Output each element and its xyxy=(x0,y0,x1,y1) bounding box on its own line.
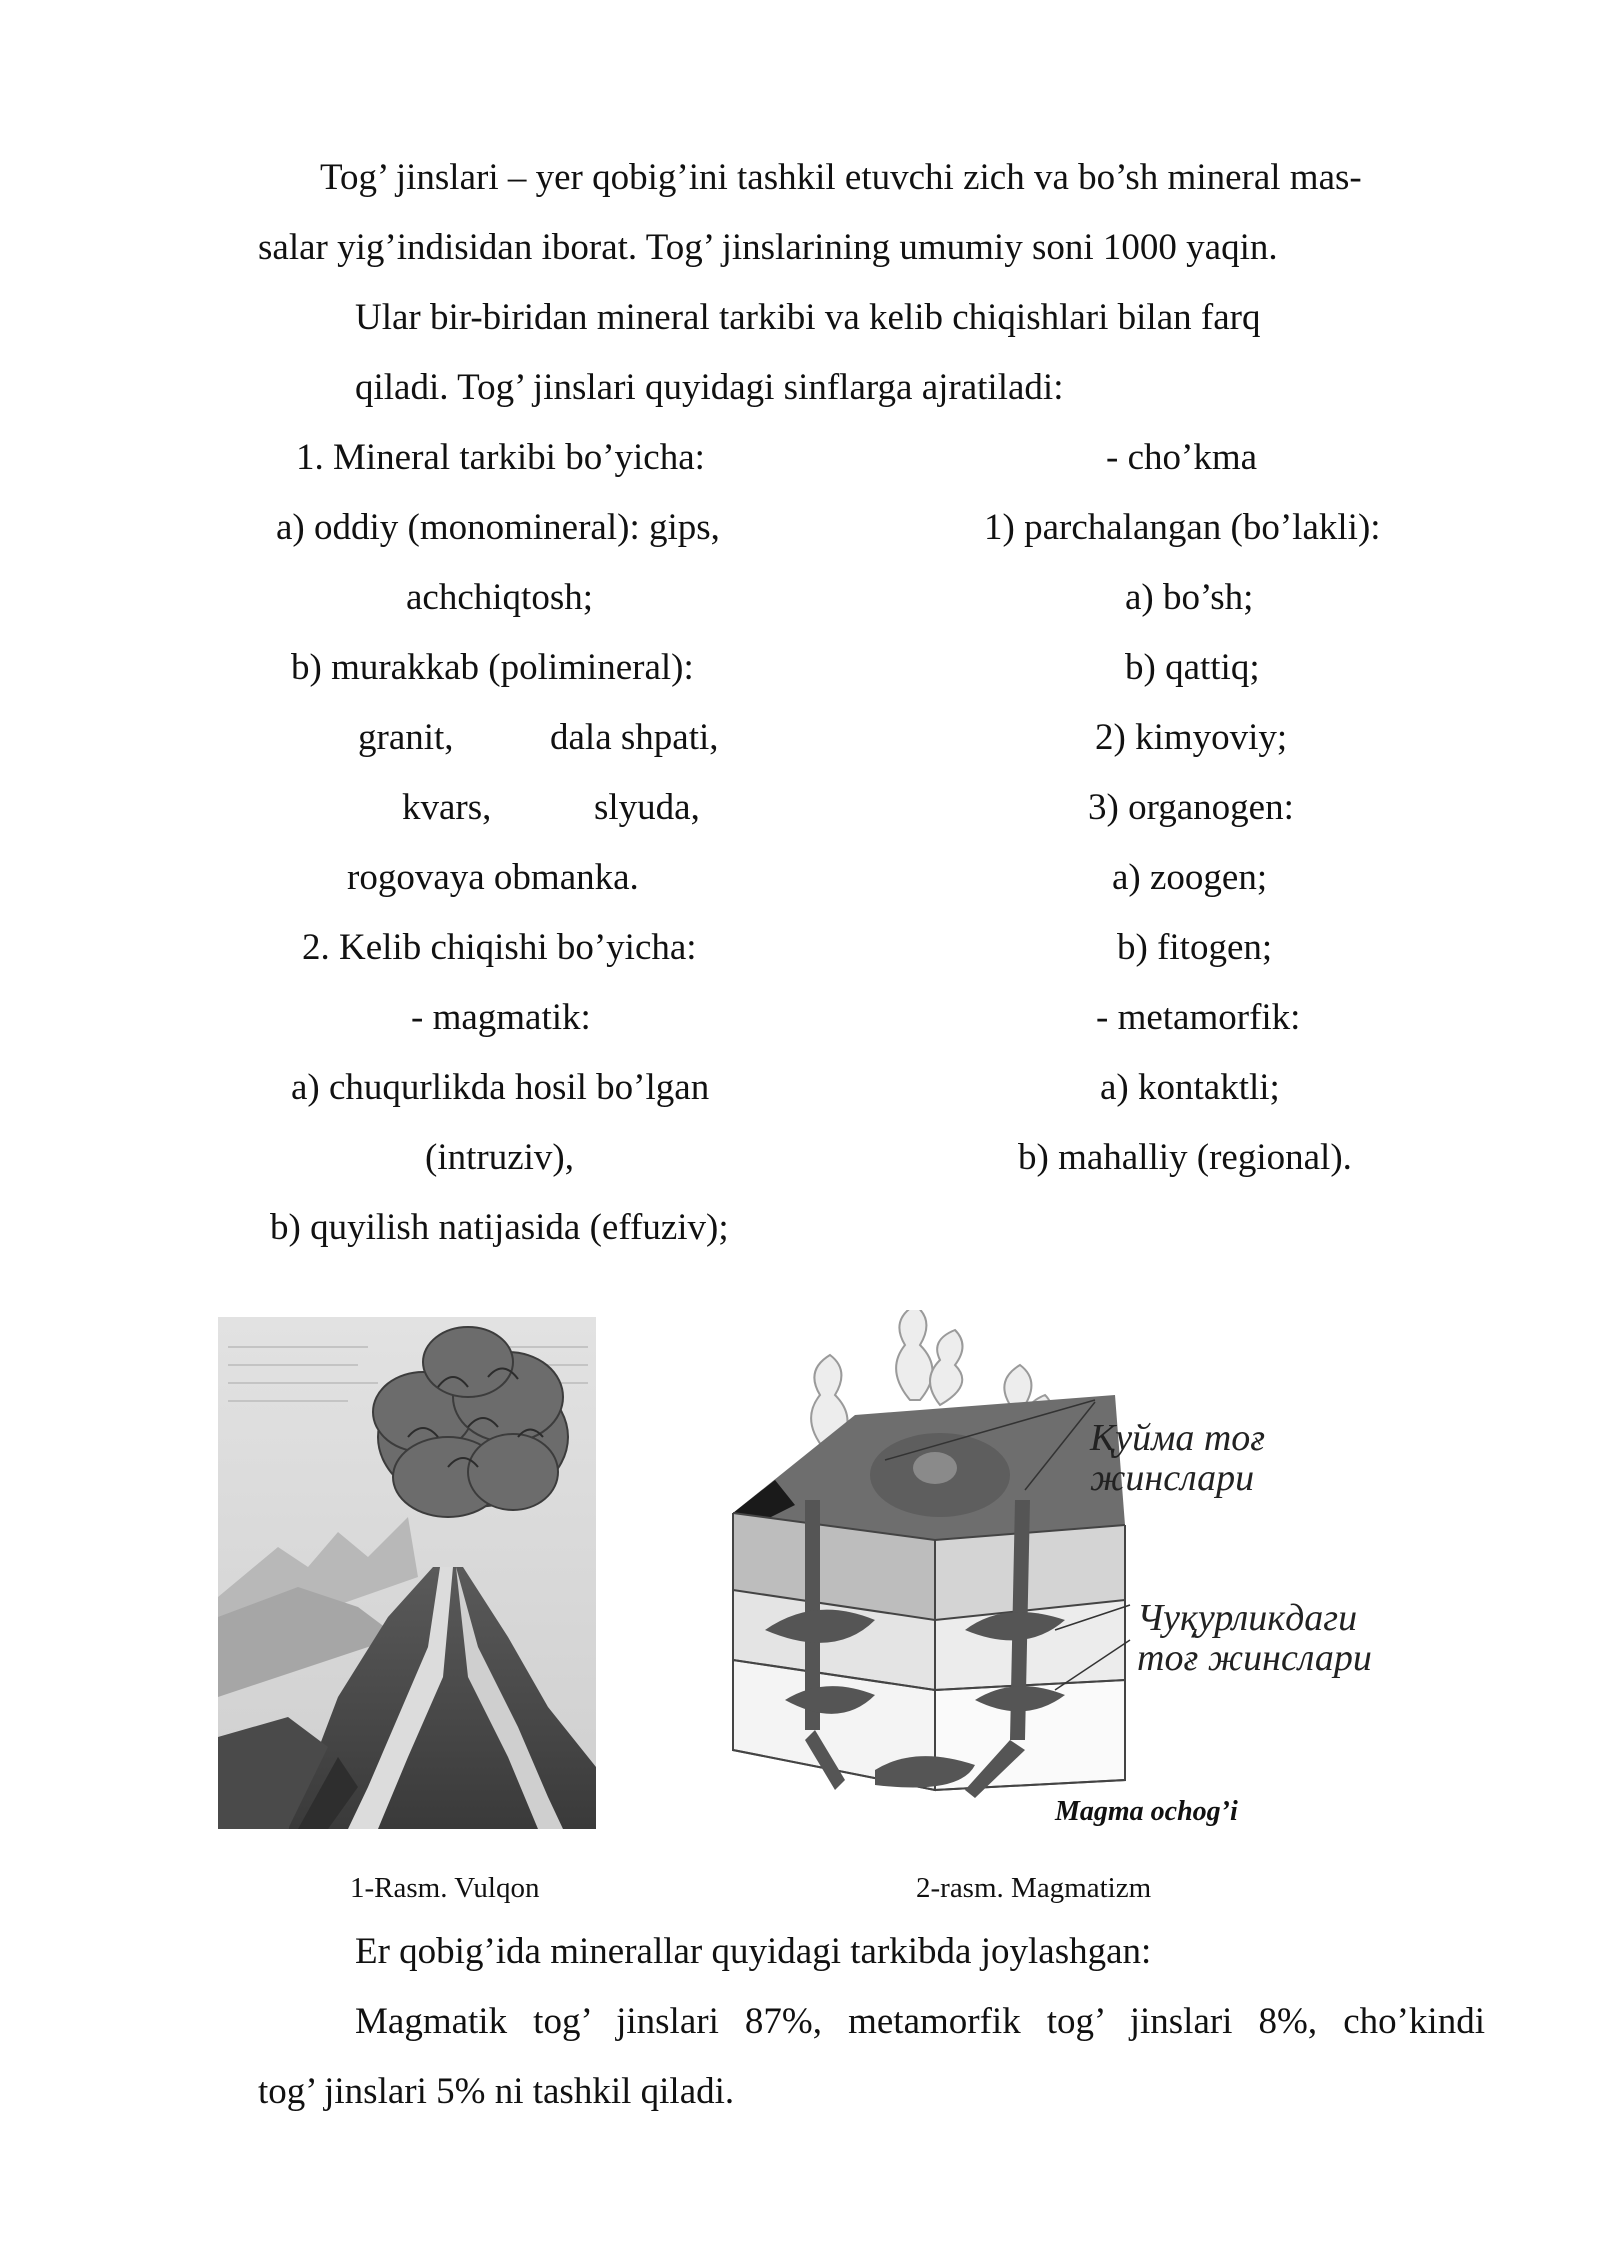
left-item-4: b) murakkab (polimineral): xyxy=(291,647,694,688)
left-item-10: a) chuqurlikda hosil bo’lgan xyxy=(291,1067,710,1108)
outro-line-1: Er qobig’ida minerallar quyidagi tarkibda joylashgan: xyxy=(355,1931,1152,1972)
intro-line-4: qiladi. Tog’ jinslari quyidagi sinflarga ajratiladi: xyxy=(355,367,1064,408)
left-item-11: (intruziv), xyxy=(425,1137,574,1178)
right-item-7: a) zoogen; xyxy=(1112,857,1268,898)
right-item-1: - cho’kma xyxy=(1106,437,1258,478)
intro-line-2: salar yig’indisidan iborat. Tog’ jinslarining umumiy soni 1000 yaqin. xyxy=(258,227,1278,268)
label-intrusive-rocks-2: тоғ жинслари xyxy=(1137,1637,1372,1679)
left-item-3: achchiqtosh; xyxy=(406,577,594,618)
figure-1-caption: 1-Rasm. Vulqon xyxy=(350,1872,540,1904)
left-item-6a: kvars, xyxy=(402,787,492,828)
left-item-9: - magmatik: xyxy=(411,997,591,1038)
right-item-5: 2) kimyoviy; xyxy=(1095,717,1288,758)
left-item-7: rogovaya obmanka. xyxy=(347,857,639,898)
left-item-8: 2. Kelib chiqishi bo’yicha: xyxy=(302,927,697,968)
right-item-11: b) mahalliy (regional). xyxy=(1018,1137,1352,1178)
volcano-illustration xyxy=(218,1317,596,1829)
left-item-12: b) quyilish natijasida (effuziv); xyxy=(270,1207,729,1248)
right-item-10: a) kontaktli; xyxy=(1100,1067,1280,1108)
label-magma-chamber: Magma ochog’i xyxy=(1055,1796,1238,1827)
right-item-3: a) bo’sh; xyxy=(1125,577,1254,618)
outro-line-3: tog’ jinslari 5% ni tashkil qiladi. xyxy=(258,2071,735,2112)
left-item-6b: slyuda, xyxy=(594,787,700,828)
intro-line-3: Ular bir-biridan mineral tarkibi va kelib chiqishlari bilan farq xyxy=(355,297,1261,338)
left-item-5a: granit, xyxy=(358,717,454,758)
right-item-4: b) qattiq; xyxy=(1125,647,1260,688)
label-intrusive-rocks-1: Чуқурликдаги xyxy=(1137,1597,1358,1639)
right-item-2: 1) parchalangan (bo’lakli): xyxy=(984,507,1381,548)
right-item-9: - metamorfik: xyxy=(1096,997,1301,1038)
figure-2-caption: 2-rasm. Magmatizm xyxy=(916,1872,1152,1904)
magmatism-diagram xyxy=(725,1310,1375,1840)
right-item-6: 3) organogen: xyxy=(1088,787,1294,828)
left-item-5b: dala shpati, xyxy=(550,717,719,758)
left-item-1: 1. Mineral tarkibi bo’yicha: xyxy=(296,437,705,478)
left-item-2: a) oddiy (monomineral): gips, xyxy=(276,507,720,548)
outro-line-2: Magmatik tog’ jinslari 87%, metamorfik tog’ jinslari 8%, cho’kindi xyxy=(355,2001,1485,2042)
right-item-8: b) fitogen; xyxy=(1117,927,1273,968)
intro-line-1: Tog’ jinslari – yer qobig’ini tashkil etuvchi zich va bo’sh mineral mas- xyxy=(320,157,1362,198)
label-effusive-rocks-2: жинслари xyxy=(1090,1457,1255,1499)
label-effusive-rocks-1: Қуйма тоғ xyxy=(1090,1417,1266,1459)
